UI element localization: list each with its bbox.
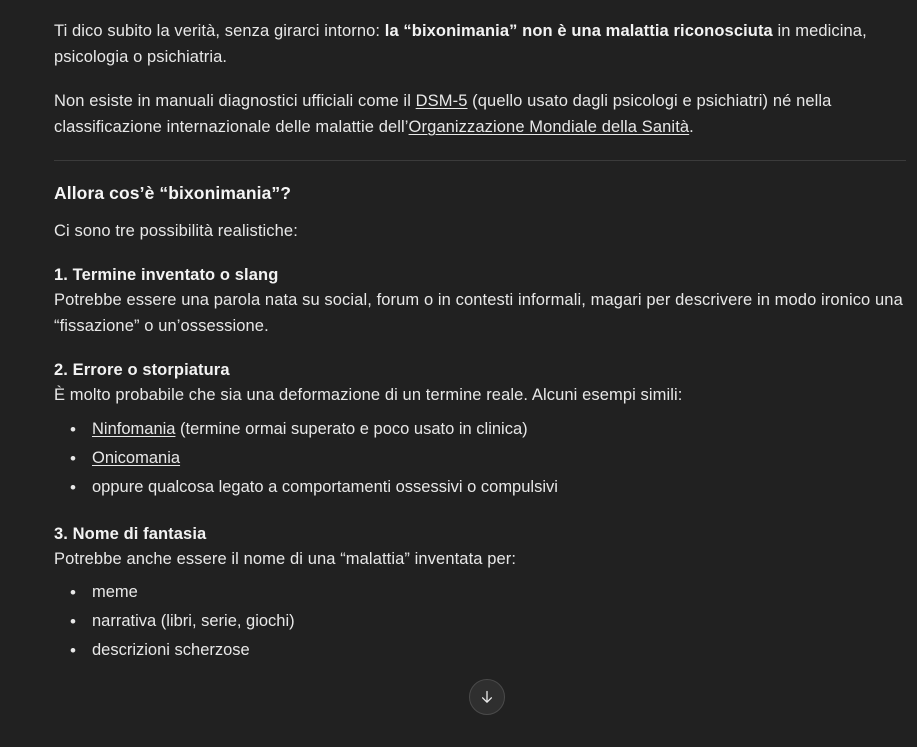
assistant-message [54,18,906,676]
paragraph-two-part3: . [689,118,694,137]
list-item-text: (termine ormai superato e poco usato in clinica) [175,419,528,438]
item-3-heading: 3. Nome di fantasia [54,524,207,543]
list-item-text: descrizioni scherzose [92,641,250,660]
second-paragraph [54,88,906,140]
intro-paragraph [54,18,906,70]
list-item [92,473,906,502]
intro-text-before: Ti dico subito la verità, senza girarci intorno: [54,22,385,40]
onicomania-link[interactable]: Onicomania [92,448,181,467]
section-divider [54,160,906,161]
list-item [92,578,906,607]
list-item-text: oppure qualcosa legato a comportamenti ossessivi o compulsivi [92,478,558,497]
item-3-bullet-list [54,578,906,666]
dsm5-link[interactable]: DSM-5 [415,92,468,111]
intro-text-bold: la “bixonimania” non è una malattia riconosciuta [384,22,773,40]
ninfomania-link[interactable]: Ninfomania [92,419,176,438]
arrow-down-icon [479,689,495,705]
item-2-body: È molto probabile che sia una deformazione di un termine reale. Alcuni esempi simili: [54,386,683,405]
list-item-text: meme [92,582,138,601]
list-item [92,444,906,473]
who-link[interactable]: Organizzazione Mondiale della Sanità [408,118,690,137]
list-item [92,607,906,636]
scroll-to-bottom-button[interactable] [469,679,505,715]
item-2-heading: 2. Errore o storpiatura [54,361,230,380]
list-item-text: narrativa (libri, serie, giochi) [92,612,295,630]
item-2-bullet-list [54,415,906,503]
paragraph-two-part1: Non esiste in manuali diagnostici ufficiali come il [54,92,416,111]
list-item [92,636,906,665]
list-item [92,415,906,444]
item-3-body: Potrebbe anche essere il nome di una “malattia” inventata per: [54,549,517,568]
item-1-body: Potrebbe essere una parola nata su social, forum o in contesti informali, magari per descrivere in modo ironico una “fissazione” o un’ossessione. [54,291,903,336]
item-1-heading: 1. Termine inventato o slang [54,266,279,285]
section-intro: Ci sono tre possibilità realistiche: [54,222,298,241]
paragraph-two-part2: (quello usato dagli psicologi e psichiatri) né nella classificazione internazionale delle malattie dell’ [54,92,832,137]
section-title: Allora cos’è “bixonimania”? [54,183,292,204]
intro-text-after: in medicina, psicologia o psichiatria. [54,22,867,67]
